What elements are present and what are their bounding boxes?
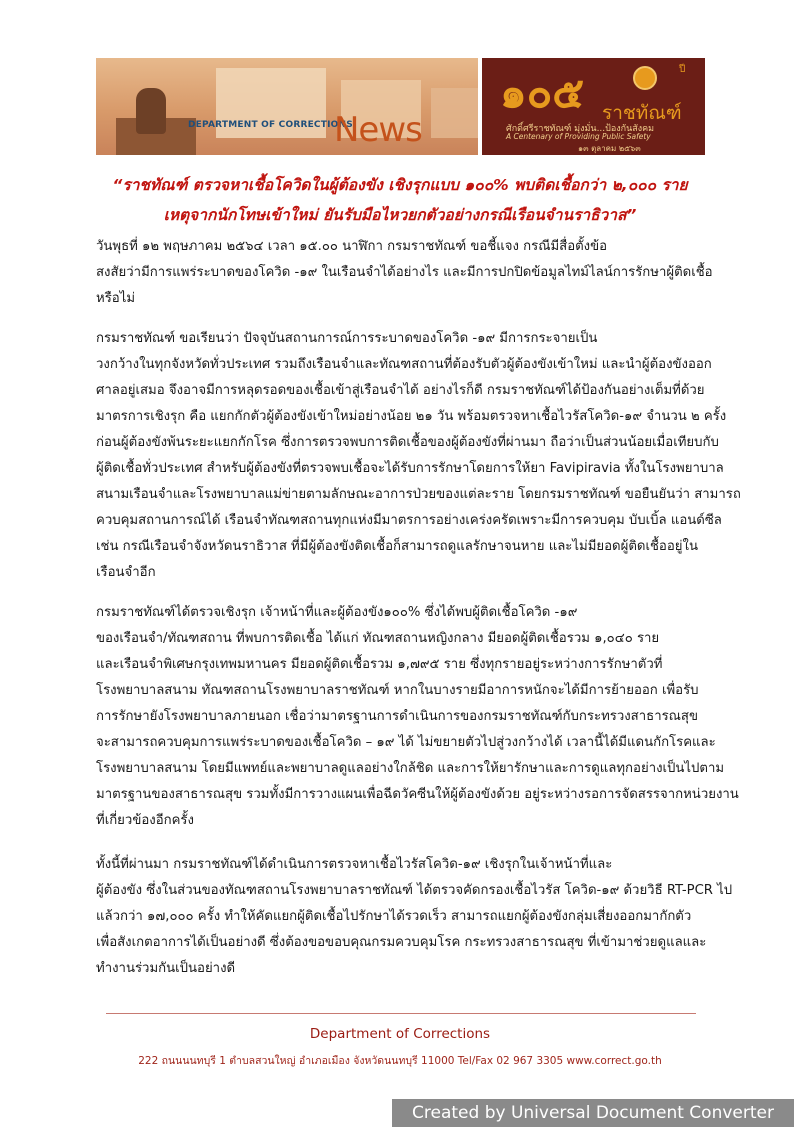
- banner-photo: [96, 58, 478, 155]
- body-line: เพื่อสังเกตอาการได้เป็นอย่างดี ซึ่งต้องขอขอบคุณกรมควบคุมโรค กระทรวงสาธารณสุข ที่เข้ามาช่วยดูแลและ: [96, 935, 707, 950]
- body-line: หรือไม่: [96, 291, 136, 306]
- logo-date: ๑๓ ตุลาคม ๒๕๖๓: [578, 144, 641, 153]
- body-line: แล้วกว่า ๑๗,๐๐๐ ครั้ง ทำให้คัดแยกผู้ติดเชื้อไปรักษาได้รวดเร็ว สามารถแยกผู้ต้องขังกลุ่มเสี่ยงออกมากักตัว: [96, 909, 692, 924]
- body-line: สงสัยว่ามีการแพร่ระบาดของโควิด -๑๙ ในเรือนจำได้อย่างไร และมีการปกปิดข้อมูลไทม์ไลน์การรักษาผู้ติดเชื้อ: [96, 265, 713, 280]
- body-line: การรักษายังโรงพยาบาลภายนอก เชื่อว่ามาตรฐานการดำเนินการของกรมราชทัณฑ์กับกระทรวงสาธารณสุข: [96, 709, 698, 724]
- body-line: วงกว้างในทุกจังหวัดทั่วประเทศ รวมถึงเรือนจำและทัณฑสถานที่ต้องรับตัวผู้ต้องขังเข้าใหม่ และนำผู้ต้องขังออก: [96, 357, 712, 372]
- body-line: ที่เกี่ยวข้องอีกครั้ง: [96, 813, 194, 828]
- body-line: กรมราชทัณฑ์ได้ตรวจเชิงรุก เจ้าหน้าที่และผู้ต้องขัง๑๐๐% ซึ่งได้พบผู้ติดเชื้อโควิด -๑๙: [96, 605, 578, 620]
- department-label: DEPARTMENT OF CORRECTIONS: [188, 120, 353, 130]
- footer-title: Department of Corrections: [309, 1026, 491, 1042]
- logo-english: A Centenary of Providing Public Safety: [506, 132, 651, 141]
- logo-word: ราชทัณฑ์: [602, 102, 682, 124]
- body-line: ทั้งนี้ที่ผ่านมา กรมราชทัณฑ์ได้ดำเนินการตรวจหาเชื้อไวรัสโควิด-๑๙ เชิงรุกในเจ้าหน้าที่และ: [96, 857, 613, 872]
- anniversary-logo: [482, 58, 705, 155]
- body-line: และเรือนจำพิเศษกรุงเทพมหานคร มียอดผู้ติดเชื้อรวม ๑,๗๙๕ ราย ซึ่งทุกรายอยู่ระหว่างการรักษาตัวที่: [96, 657, 663, 672]
- body-line: กรมราชทัณฑ์ ขอเรียนว่า ปัจจุบันสถานการณ์การระบาดของโควิด -๑๙ มีการกระจายเป็น: [96, 331, 598, 346]
- body-line: จะสามารถควบคุมการแพร่ระบาดของเชื้อโควิด – ๑๙ ได้ ไม่ขยายตัวไปสู่วงกว้างได้ เวลานี้ได้มีแดนกักโรคและ: [96, 735, 716, 750]
- body-line: มาตรฐานของสาธารณสุข รวมทั้งมีการวางแผนเพื่อฉีดวัคซีนให้ผู้ต้องขังด้วย อยู่ระหว่างรอการจัดสรรจากหน่วยงาน: [96, 787, 739, 802]
- article-body: [96, 234, 741, 982]
- body-line: ก่อนผู้ต้องขังพ้นระยะแยกกักโรค ซึ่งการตรวจพบการติดเชื้อของผู้ต้องขังที่ผ่านมา ถือว่าเป็นส่วนน้อยเมื่อเทียบกับ: [96, 435, 719, 450]
- body-line: ของเรือนจำ/ทัณฑสถาน ที่พบการติดเชื้อ ได้แก่ ทัณฑสถานหญิงกลาง มียอดผู้ติดเชื้อรวม ๑,๐๔๐ ราย: [96, 631, 660, 646]
- headline-line-2: เหตุจากนักโทษเข้าใหม่ ยันรับมือไหวยกตัวอย่างกรณีเรือนจำนราธิวาส”: [163, 206, 637, 224]
- body-line: ศาลอยู่เสมอ จึงอาจมีการหลุดรอดของเชื้อเข้าสู่เรือนจำได้ อย่างไรก็ดี กรมราชทัณฑ์ได้ป้องกันอย่างเต็มที่ด้วย: [96, 383, 705, 398]
- body-line: ผู้ต้องขัง ซึ่งในส่วนของทัณฑสถานโรงพยาบาลราชทัณฑ์ ได้ตรวจคัดกรองเชื้อไวรัส โควิด-๑๙ ด้วยวิธี RT-PCR ไป: [96, 883, 733, 898]
- converter-watermark: Created by Universal Document Converter: [392, 1099, 794, 1127]
- body-line: โรงพยาบาลสนาม ทัณฑสถานโรงพยาบาลราชทัณฑ์ หากในบางรายมีอาการหนักจะได้มีการย้ายออก เพื่อรับ: [96, 683, 699, 698]
- body-line: เรือนจำอีก: [96, 565, 156, 580]
- body-line: เช่น กรณีเรือนจำจังหวัดนราธิวาส ที่มีผู้ต้องขังติดเชื้อก็สามารถดูแลรักษาจนหาย และไม่มียอดผู้ติดเชื้ออยู่ใน: [96, 539, 698, 554]
- footer-divider: [106, 1013, 696, 1014]
- footer-address: 222 ถนนนนทบุรี 1 ตำบลสวนใหญ่ อำเภอเมือง จังหวัดนนทบุรี 11000 Tel/Fax 02 967 3305 www.correct.go.th: [138, 1055, 662, 1067]
- headline-line-1: “ราชทัณฑ์ ตรวจหาเชื้อโควิดในผู้ต้องขัง เชิงรุกแบบ ๑๐๐% พบติดเชื้อกว่า ๒,๐๐๐ ราย: [112, 176, 688, 194]
- header-banner: [96, 58, 705, 155]
- body-line: ทำงานร่วมกันเป็นอย่างดี: [96, 961, 236, 976]
- body-line: วันพุธที่ ๑๒ พฤษภาคม ๒๕๖๔ เวลา ๑๕.๐๐ นาฬิกา กรมราชทัณฑ์ ขอชี้แจง กรณีมีสื่อตั้งข้อ: [96, 239, 608, 254]
- body-line: โรงพยาบาลสนาม โดยมีแพทย์และพยาบาลดูแลอย่างใกล้ชิด และการให้ยารักษาและการดูแลทุกอย่างเป็นไปตาม: [96, 761, 725, 776]
- body-line: มาตรการเชิงรุก คือ แยกกักตัวผู้ต้องขังเข้าใหม่อย่างน้อย ๒๑ วัน พร้อมตรวจหาเชื้อไวรัสโควิด-๑๙ จำนวน ๒ ครั้ง: [96, 409, 727, 424]
- logo-number: ๑๐๕: [500, 68, 585, 117]
- logo-superscript: ปี: [679, 64, 686, 75]
- body-line: สนามเรือนจำและโรงพยาบาลแม่ข่ายตามลักษณะอาการป่วยของแต่ละราย โดยกรมราชทัณฑ์ ขอยืนยันว่า สามารถ: [96, 487, 741, 502]
- guard-figure: [136, 88, 166, 134]
- news-label: News: [334, 110, 422, 150]
- logo-slogan: ศักดิ์ศรีราชทัณฑ์ มุ่งมั่น...ป้องกันสังคม: [506, 124, 655, 134]
- body-line: ควบคุมสถานการณ์ได้ เรือนจำทัณฑสถานทุกแห่งมีมาตรการอย่างเคร่งครัดเพราะมีการควบคุม บับเบิ้ล แอนด์ซีล: [96, 513, 722, 528]
- seal-icon: [633, 66, 657, 90]
- body-line: ผู้ติดเชื้อทั่วประเทศ สำหรับผู้ต้องขังที่ตรวจพบเชื้อจะได้รับการรักษาโดยการให้ยา Favipiravia ทั้งในโรงพยาบาล: [96, 461, 724, 476]
- building-shape: [431, 88, 478, 138]
